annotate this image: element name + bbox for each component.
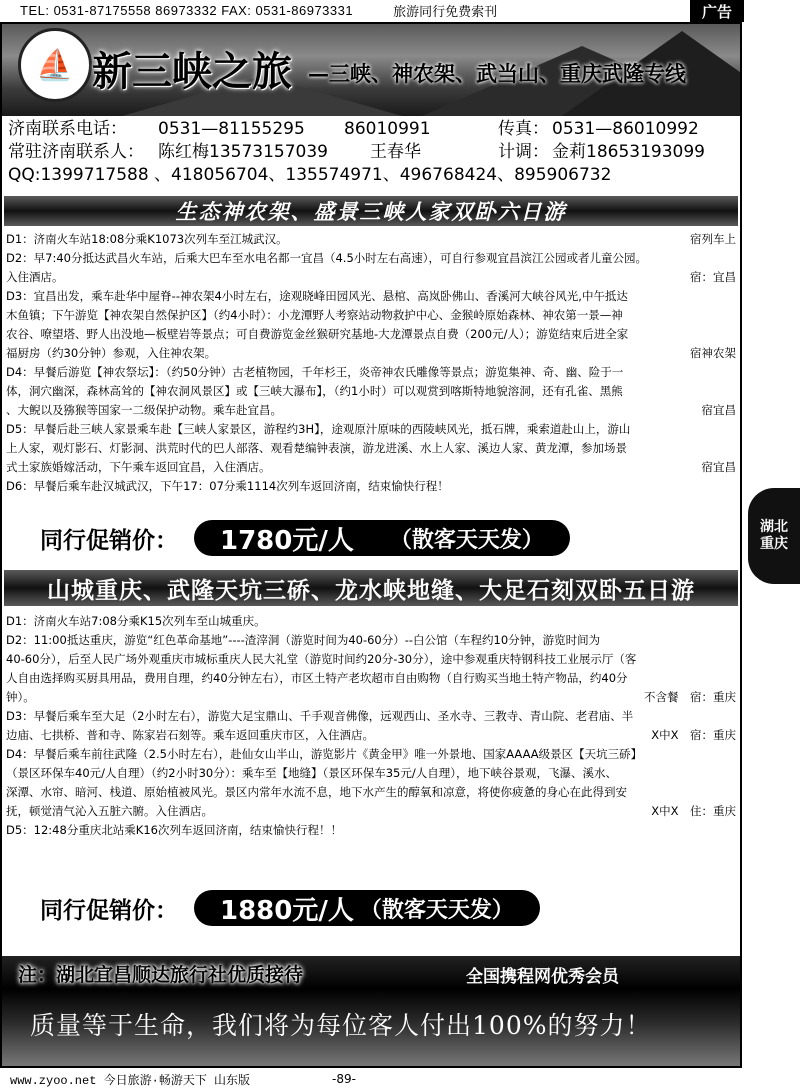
tour2-line-text: 钟）。: [6, 690, 35, 704]
tour2-price-row: [40, 890, 540, 926]
tour1-line-text: 、大鲵以及猕猴等国家一二级保护动物。乘车赴宜昌。: [6, 403, 282, 417]
tour2-line-stay: X中X 宿：重庆: [647, 726, 736, 745]
brand-title: 新三峡之旅: [92, 48, 292, 95]
tour2-line: [6, 745, 736, 764]
dispatch-label: 计调：: [498, 142, 549, 162]
tour2-itinerary: [6, 612, 736, 840]
region-side-tab: [748, 488, 800, 584]
tour2-title-bar: [4, 570, 738, 606]
footer-member: 全国携程网优秀会员: [466, 967, 619, 987]
tour1-price-row: [40, 520, 570, 556]
tour1-price-note: （散客天天发）: [389, 527, 544, 553]
ad-tag: 广告: [690, 0, 744, 22]
tour1-line-text: 上人家，观灯影石、灯影洞、洪荒时代的巴人部落、观看楚编钟表演，游龙进溪、水上人家、溪边人家、黄龙潭，参加场景: [6, 441, 627, 455]
tour1-line-stay: 宿神农架: [686, 344, 736, 363]
tour2-line-text: D4：早餐后乘车前往武隆（2.5小时左右），赴仙女山半山，游览影片《黄金甲》唯一外景地、国家AAAA级景区【天坑三硚】: [6, 747, 643, 761]
tour1-line: [6, 268, 736, 287]
site-label: www.zyoo.net 今日旅游·畅游天下 山东版: [10, 1073, 251, 1088]
page-number: -89-: [332, 1072, 356, 1086]
tour1-line: [6, 363, 736, 382]
tour1-line-text: 体，洞穴幽深，森林高耸的【神农洞风景区】或【三峡大瀑布】，（约1小时）可以观赏到喀斯特地貌溶洞，还有孔雀、黑熊: [6, 384, 623, 398]
phone-label: 济南联系电话：: [8, 119, 127, 139]
tour1-line: [6, 287, 736, 306]
tour2-line: [6, 650, 736, 669]
tour1-line: [6, 344, 736, 363]
tour2-line: [6, 631, 736, 650]
tour1-price: 1780元/人: [220, 525, 354, 556]
tour2-line-stay: 不含餐 宿：重庆: [640, 688, 736, 707]
tour1-line-text: D3：宜昌出发，乘车赴华中屋脊--神农架4小时左右，途观晓峰田园风光、悬棺、高岚卧佛山、香溪河大峡谷风光,中午抵达: [6, 289, 628, 303]
tour2-price-label: 同行促销价：: [40, 897, 178, 924]
tour1-line: [6, 325, 736, 344]
tour2-title: 山城重庆、武隆天坑三硚、龙水峡地缝、大足石刻双卧五日游: [47, 577, 695, 604]
tour1-line-text: 福厨房（约30分钟）参观，入住神农架。: [6, 346, 217, 360]
tour1-line-stay: 宿：宜昌: [686, 268, 736, 287]
tour2-line: [6, 707, 736, 726]
tour2-line: [6, 612, 736, 631]
tour1-line-text: D6：早餐后乘车赴汉城武汉，下午17：07分乘1114次列车返回济南，结束愉快行程！: [6, 479, 449, 493]
tour1-itinerary: [6, 230, 736, 496]
tour2-line-text: D2：11:00抵达重庆，游览“红色革命基地”----渣滓洞（游览时间为40-60分）--白公馆（车程约10分钟，游览时间为: [6, 633, 601, 647]
contact-block: [8, 118, 738, 187]
tour2-line-text: （景区环保车40元/人自理）（约2小时30分）：乘车至【地缝】（景区环保车35元/人自理），地下峡谷景观，飞瀑、溪水、: [6, 766, 617, 780]
tour2-line-text: D5：12:48分重庆北站乘K16次列车返回济南，结束愉快行程！！: [6, 823, 342, 837]
tour1-line: [6, 439, 736, 458]
tour1-line-text: D2：早7:40分抵达武昌火车站，后乘大巴车至水电名都一宜昌（4.5小时左右高速），可自行参观宜昌滨江公园或者儿童公园。: [6, 251, 648, 265]
fax-label: 传真：: [498, 119, 549, 139]
tour1-line: [6, 458, 736, 477]
tour1-line: [6, 249, 736, 268]
tour2-line-text: 40-60分），后至人民广场外观重庆市城标重庆人民大礼堂（游览时间约20分-30分），途中参观重庆特钢科技工业展示厅（客: [6, 652, 637, 666]
tour1-line: [6, 306, 736, 325]
resident-contact-1: 陈红梅13573157039: [158, 142, 328, 162]
tour1-line-stay: 宿宜昌: [698, 458, 737, 477]
tour2-line: [6, 669, 736, 688]
tour2-line: [6, 783, 736, 802]
tour1-line-stay: 宿列车上: [686, 230, 736, 249]
tour2-line-text: D3：早餐后乘车至大足（2小时左右），游览大足宝鼎山、千手观音佛像，远观西山、圣水寺、三教寺、青山院、老君庙、半: [6, 709, 634, 723]
tour2-line-text: 抚，顿觉清气沁入五脏六腑。入住酒店。: [6, 804, 213, 818]
tour1-line: [6, 230, 736, 249]
tour2-line-text: 深潭、水帘、暗河、栈道、原始植被风光。景区内常年水流不息，地下水产生的醇氧和凉意，将使你疲惫的身心在此得到安: [6, 785, 627, 799]
tour1-line-text: 农谷、嘹望塔、野人出没地—板壁岩等景点；可自费游览金丝猴研究基地-大龙潭景点自费（200元/人）；游览结束后进全家: [6, 327, 629, 341]
tour1-line-text: D5：早餐后赴三峡人家景乘车赴【三峡人家景区，游程约3H】，途观原汁原味的西陵峡风光，抵石牌，乘索道赴山上，游山: [6, 422, 631, 436]
bottom-bar: [0, 1070, 760, 1088]
footer-slogan: 质量等于生命，我们将为每位客人付出100%的努力！: [30, 1011, 652, 1040]
brand-logo: [18, 28, 92, 102]
tour1-line: [6, 382, 736, 401]
tour2-line-text: 人自由选择购买厨具用品，费用自理，约40分钟左右），市区土特产老坎超市自由购物（自行购买当地土特产物品，约40分: [6, 671, 628, 685]
top-contact-bar: [0, 0, 740, 20]
brand-subtitle: —三峡、神农架、武当山、重庆武隆专线: [308, 61, 686, 86]
tour1-line: [6, 420, 736, 439]
fax-number: 0531—86010992: [552, 119, 699, 139]
tour2-line: [6, 821, 736, 840]
tour2-line: [6, 726, 736, 745]
header-contact-line: TEL: 0531-87175558 86973332 FAX: 0531-86973331: [20, 2, 354, 18]
tour1-line-text: 入住酒店。: [6, 270, 64, 284]
tour1-title: 生态神农架、盛景三峡人家双卧六日游: [175, 200, 567, 224]
tour2-line-text: 边庙、七拱桥、普和寺、陈家岩石刻等。乘车返回重庆市区，入住酒店。: [6, 728, 374, 742]
side-tab-line-2: 重庆: [760, 536, 788, 552]
tour2-price-note: （散客天天发）: [359, 897, 514, 923]
tour1-line-text: D4：早餐后游览【神农祭坛】：（约50分钟）古老植物园，千年杉王，炎帝神农氏雕像等景点；游览集神、奇、幽、险于一: [6, 365, 624, 379]
tour1-line-text: 式土家族婚嫁活动，下午乘车返回宜昌，入住酒店。: [6, 460, 271, 474]
footer-note: 注：湖北宜昌顺达旅行社优质接待: [18, 964, 304, 986]
dispatch-contact: 金莉18653193099: [552, 142, 705, 162]
tour1-line-text: 木鱼镇；下午游览【神农架自然保护区】（约4小时）：小龙潭野人考察站动物救护中心、金猴岭原始森林、神农第一景—神: [6, 308, 623, 322]
tour2-price-pill: [194, 890, 540, 926]
tour1-price-pill: [194, 520, 570, 556]
tour1-title-bar: [4, 196, 738, 226]
ship-icon: ⛵: [36, 47, 74, 83]
header-index-label: 旅游同行免费索刊: [393, 4, 498, 20]
tour1-line: [6, 477, 736, 496]
tour2-line: [6, 688, 736, 707]
tour1-line-text: D1：济南火车站18:08分乘K1073次列车至江城武汉。: [6, 232, 288, 246]
tour2-line-text: D1：济南火车站7:08分乘K15次列车至山城重庆。: [6, 614, 266, 628]
phone-number-2: 86010991: [344, 119, 431, 139]
side-tab-line-1: 湖北: [760, 519, 788, 535]
tour2-line-stay: X中X 住：重庆: [647, 802, 736, 821]
qq-numbers: QQ:1399717588 、418056704、135574971、496768424、895906732: [8, 165, 612, 185]
tour1-line: [6, 401, 736, 420]
phone-number-1: 0531—81155295: [158, 119, 305, 139]
tour2-price: 1880元/人: [220, 895, 354, 926]
tour1-price-label: 同行促销价：: [40, 527, 178, 554]
resident-contact-2: 王春华: [370, 142, 421, 162]
tour2-line: [6, 764, 736, 783]
resident-label: 常驻济南联系人：: [8, 142, 144, 162]
tour1-line-stay: 宿宜昌: [698, 401, 737, 420]
tour2-line: [6, 802, 736, 821]
